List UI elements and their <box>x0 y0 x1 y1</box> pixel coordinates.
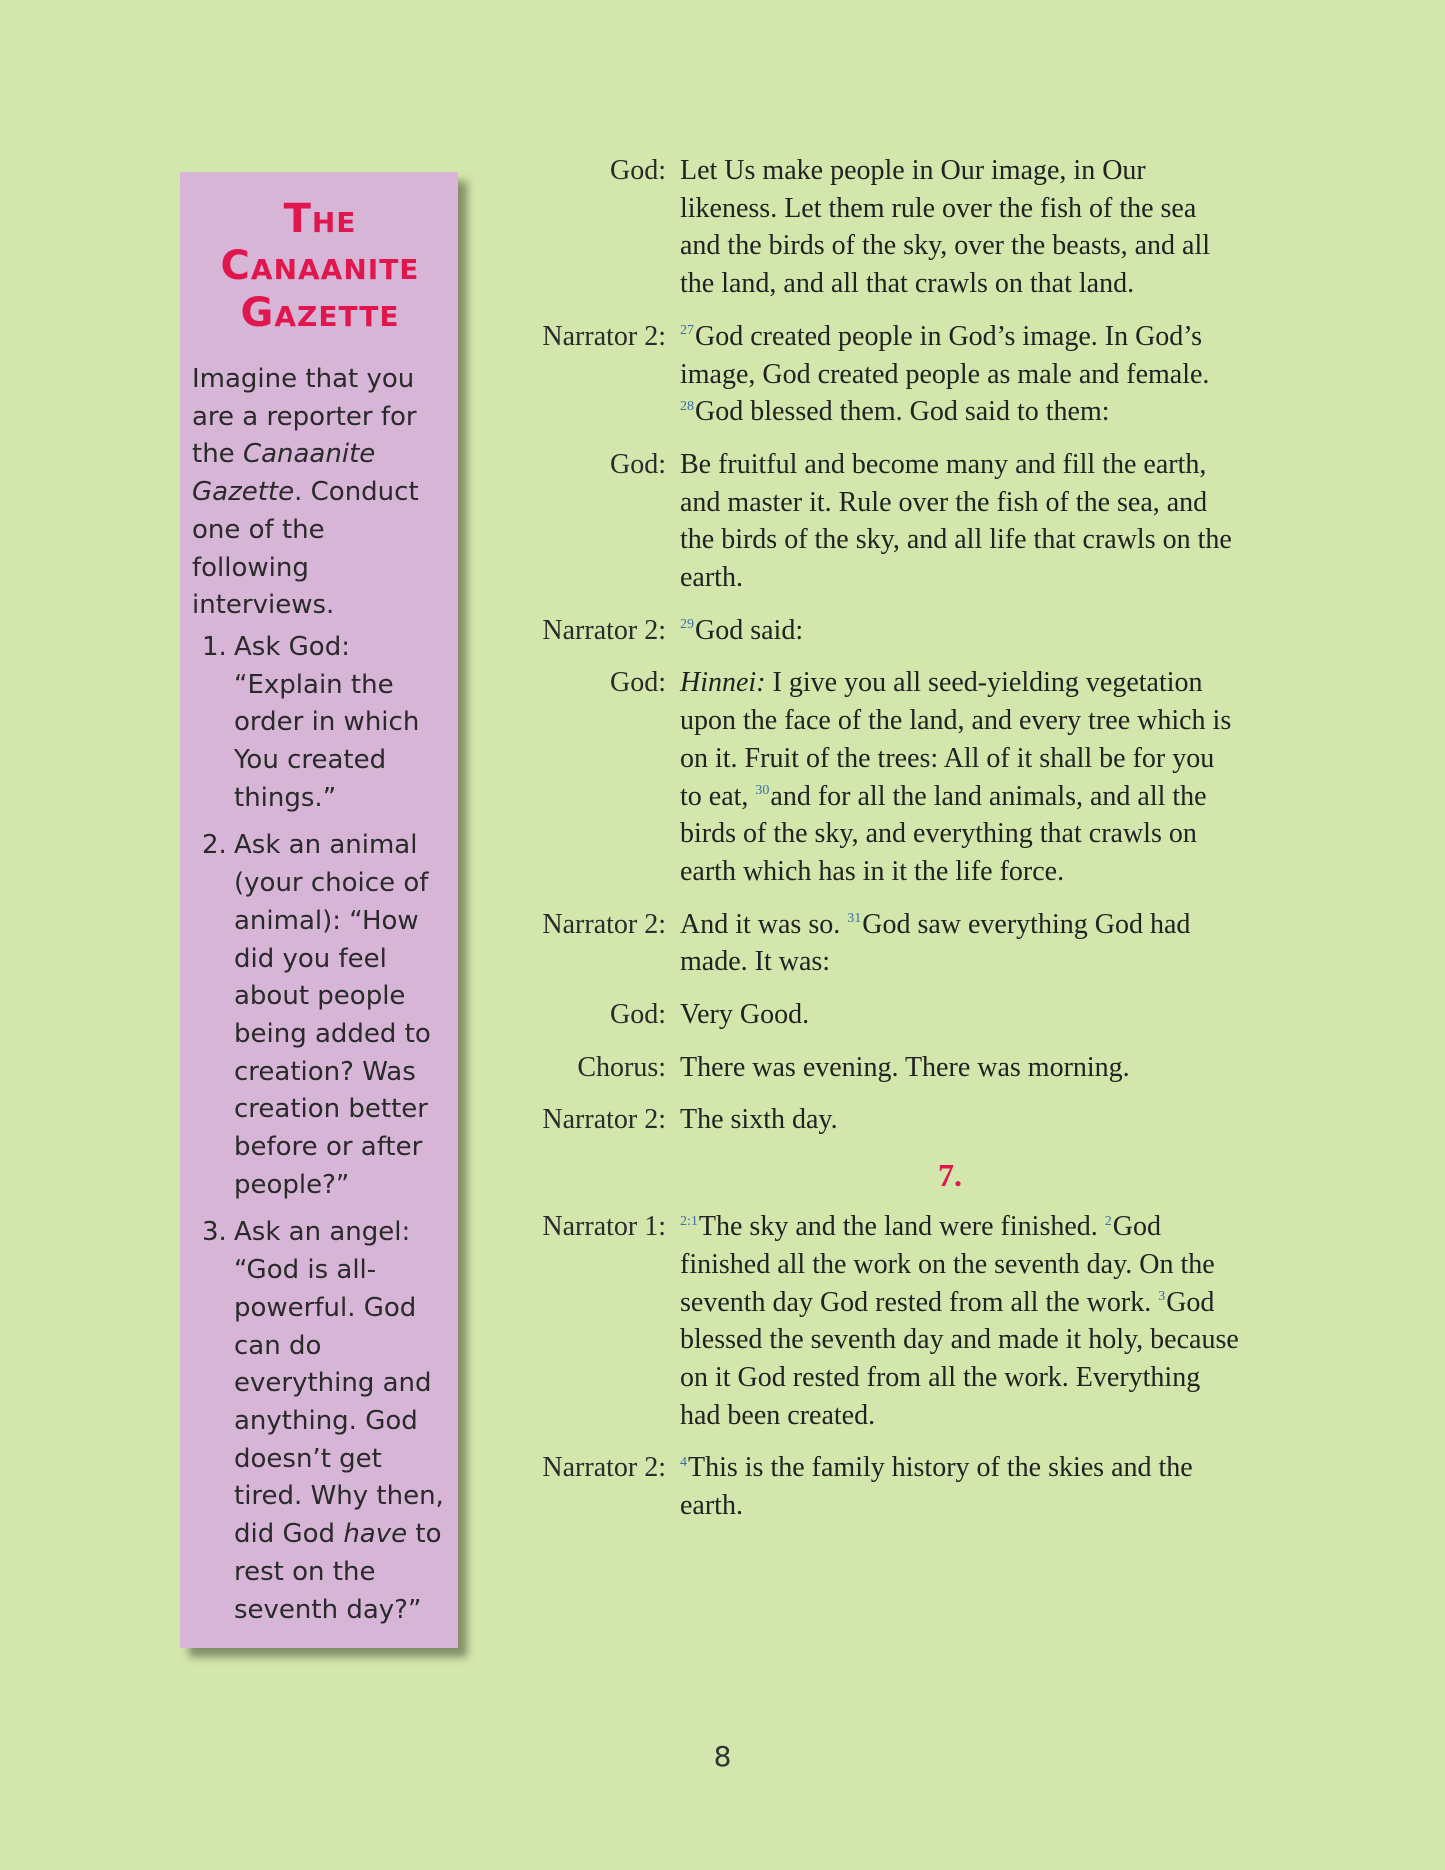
speech-segment: God created people in God’s image. In God’s image, God created people as male and female. <box>680 320 1210 390</box>
script-line <box>510 1449 1310 1524</box>
speaker-name: Chorus: <box>577 1051 666 1083</box>
speaker-name: God: <box>610 999 666 1031</box>
speech-segment: and for all the land animals, and all the birds of the sky, and everything that crawls on earth which has in it the life force. <box>680 780 1207 887</box>
verse-number: 30 <box>755 783 770 799</box>
script-line <box>510 1208 1310 1434</box>
speech-segment: The sixth day. <box>680 1104 838 1136</box>
script-line <box>510 446 1310 597</box>
gazette-title-line: Gazette <box>240 290 400 336</box>
verse-number: 29 <box>680 617 694 633</box>
page-number: 8 <box>713 1740 732 1773</box>
item-text: to rest on the seventh day?” <box>234 1519 442 1625</box>
speech-segment: There was evening. There was morning. <box>680 1051 1130 1083</box>
verse-number: 28 <box>680 398 694 414</box>
speech-italic: Hinnei: <box>680 667 766 699</box>
speech-segment: God blessed them. God said to them: <box>695 396 1110 428</box>
speaker-name: Narrator 2: <box>542 908 666 940</box>
script-line <box>510 664 1310 890</box>
item-italic: have <box>343 1519 408 1550</box>
interview-item <box>192 1214 448 1629</box>
interview-item <box>192 827 448 1204</box>
item-text: Ask an angel: “God is all-powerful. God can do everything and anything. God doesn’t get tired. Why then, did God <box>234 1217 444 1550</box>
speech-segment: God finished all the work on the seventh day. On the seventh day God rested from all the work. <box>680 1211 1215 1318</box>
intro-text: . Conduct one of the following interviews. <box>192 477 419 621</box>
speech-text <box>680 318 1240 431</box>
gazette-title-line: Canaanite <box>220 243 420 289</box>
speech-segment: God blessed the seventh day and made it holy, because on it God rested from all the work. Everything had been created. <box>680 1286 1239 1431</box>
intro-italic: Canaanite Gazette <box>192 439 376 508</box>
speaker-name: Narrator 2: <box>542 614 666 646</box>
verse-number: 4 <box>680 1455 687 1471</box>
gazette-sidebar <box>180 172 458 1648</box>
speech-segment: God saw everything God had made. It was: <box>680 908 1191 978</box>
speech-segment: And it was so. <box>680 908 848 940</box>
speech-text <box>680 612 1240 650</box>
gazette-title-line: The <box>283 196 357 242</box>
speech-text <box>680 1208 1240 1434</box>
speaker-name: God: <box>610 155 666 186</box>
script-line <box>510 1101 1310 1139</box>
script-line <box>510 318 1310 431</box>
gazette-intro <box>192 361 448 625</box>
script-line <box>510 996 1310 1034</box>
speaker-name: God: <box>610 448 666 480</box>
speech-text <box>680 1449 1240 1524</box>
play-script <box>510 152 1310 1540</box>
speech-segment: God said: <box>695 614 804 646</box>
speech-text <box>680 1049 1240 1087</box>
item-number: 1. <box>202 631 227 662</box>
intro-text: Imagine that you are a reporter for the <box>192 364 417 470</box>
gazette-title <box>192 196 448 337</box>
speaker-name: Narrator 2: <box>542 1452 666 1484</box>
verse-number: 2 <box>1104 1213 1112 1229</box>
speech-text <box>680 152 1240 303</box>
verse-number: 3 <box>1158 1289 1166 1305</box>
verse-number: 2:1 <box>680 1213 698 1229</box>
verse-number: 31 <box>847 911 862 927</box>
speech-text <box>680 1101 1240 1139</box>
script-line <box>510 152 1310 303</box>
speaker-name: God: <box>610 667 666 699</box>
interview-item <box>192 629 448 818</box>
verse-number: 27 <box>680 323 694 339</box>
speech-segment: The sky and the land were finished. <box>698 1211 1105 1243</box>
interview-list <box>192 629 448 1629</box>
speaker-name: Narrator 2: <box>542 1104 666 1136</box>
speech-segment: Very Good. <box>680 999 810 1031</box>
speech-segment: This is the family history of the skies and the earth. <box>680 1452 1193 1522</box>
speech-text <box>680 906 1240 981</box>
item-text: Ask an animal (your choice of animal): “How did you feel about people being added to creation? Was creation better before or after people?” <box>234 830 431 1200</box>
speaker-name: Narrator 1: <box>542 1211 666 1243</box>
item-number: 3. <box>202 1217 227 1248</box>
speech-text <box>680 664 1240 890</box>
scene-number: 7. <box>938 1157 962 1194</box>
item-text: Ask God: “Explain the order in which You created things.” <box>234 631 420 813</box>
speech-text <box>680 996 1240 1034</box>
script-line <box>510 612 1310 650</box>
speech-segment: I give you all seed-yielding vegetation upon the face of the land, and every tree which is on it. Fruit of the trees: All of it shall be for you to eat, <box>680 667 1232 812</box>
speaker-name: Narrator 2: <box>542 320 666 352</box>
script-block <box>510 1208 1310 1525</box>
script-block <box>510 152 1310 1139</box>
speech-segment: Be fruitful and become many and fill the earth, and master it. Rule over the fish of the sea, and the birds of the sky, and all life that crawls on the earth. <box>680 448 1232 594</box>
speech-segment: Let Us make people in Our image, in Our likeness. Let them rule over the fish of the sea and the birds of the sky, over the beasts, and all the land, and all that crawls on that land. <box>680 155 1211 300</box>
item-number: 2. <box>202 830 227 861</box>
script-line <box>510 906 1310 981</box>
speech-text <box>680 446 1240 597</box>
script-line <box>510 1049 1310 1087</box>
